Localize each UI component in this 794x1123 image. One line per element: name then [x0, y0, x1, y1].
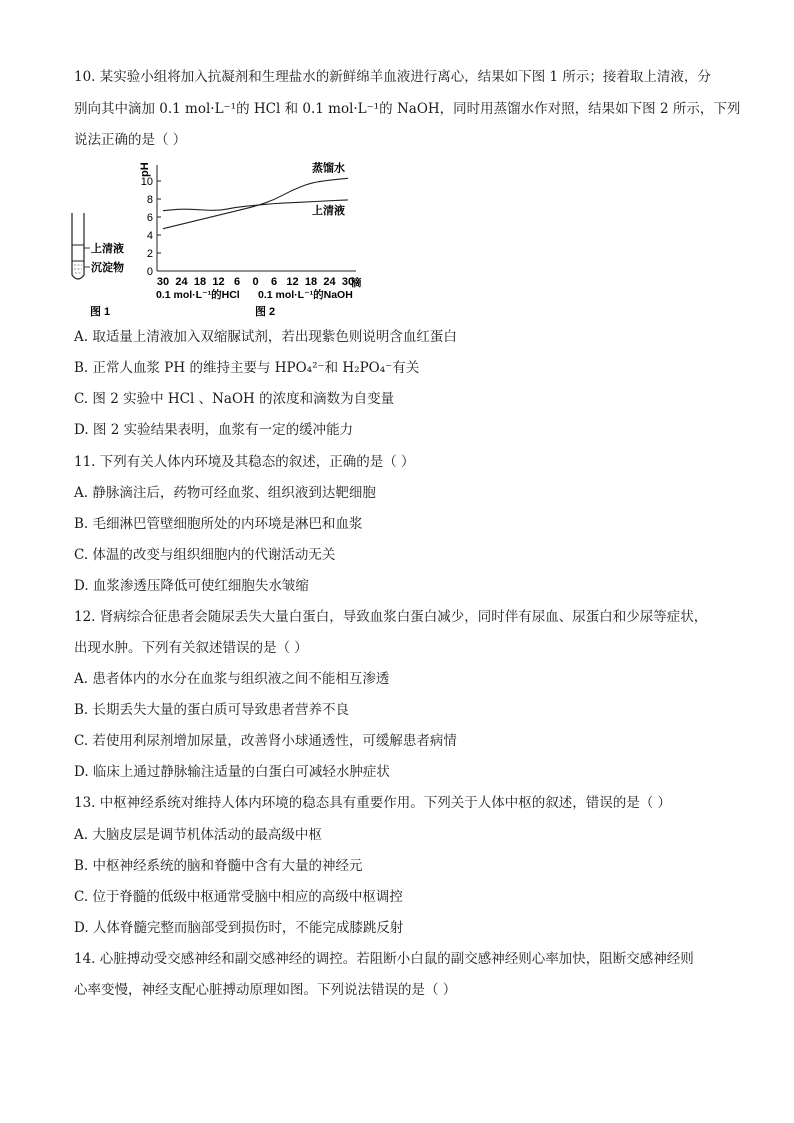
y-tick-label: 8	[146, 194, 153, 206]
x-tick-label: 12	[286, 276, 299, 288]
q14-stem-line1: 14. 心脏搏动受交感神经和副交感神经的调控。若阻断小白鼠的副交感神经则心率加快，阻断交感神经则	[74, 951, 694, 967]
x-axis-label-naoh: 0.1 mol·L⁻¹的NaOH	[258, 289, 353, 301]
ph-chart	[139, 160, 362, 318]
series-label: 蒸馏水	[312, 162, 345, 175]
q11-option-c: C. 体温的改变与组织细胞内的代谢活动无关	[74, 547, 336, 563]
q13-option-a: A. 大脑皮层是调节机体活动的最高级中枢	[74, 827, 322, 843]
y-tick-label: 4	[146, 230, 153, 242]
q12-stem-line2: 出现水肿。下列有关叙述错误的是（ ）	[74, 640, 308, 656]
q12-option-d: D. 临床上通过静脉输注适量的白蛋白可减轻水肿症状	[74, 764, 390, 780]
x-tick-label: 30	[156, 276, 170, 288]
q10-stem-line2: 别向其中滴加 0.1 mol·L⁻¹的 HCl 和 0.1 mol·L⁻¹的 NaOH，同时用蒸馏水作对照，结果如下图 2 所示，下列	[74, 101, 741, 117]
q10-stem-line1: 10. 某实验小组将加入抗凝剂和生理盐水的新鲜绵羊血液进行离心，结果如下图 1 所示；接着取上清液，分	[74, 69, 711, 85]
q12-option-b: B. 长期丢失大量的蛋白质可导致患者营养不良	[74, 702, 350, 718]
x-tick-label: 24	[175, 276, 188, 288]
x-tick-label: 18	[193, 276, 207, 288]
test-tube-diagram	[72, 213, 124, 318]
q14-stem-line2: 心率变慢，神经支配心脏搏动原理如图。下列说法错误的是（ ）	[74, 982, 457, 998]
x-tick-label: 24	[323, 276, 336, 288]
q10-stem-line3: 说法正确的是（ ）	[74, 132, 187, 148]
q13-option-c: C. 位于脊髓的低级中枢通常受脑中相应的高级中枢调控	[74, 889, 403, 905]
q10-option-a: A. 取适量上清液加入双缩脲试剂，若出现紫色则说明含血红蛋白	[74, 329, 457, 345]
y-tick-label: 0	[146, 266, 153, 278]
q10-option-d: D. 图 2 实验结果表明，血浆有一定的缓冲能力	[74, 422, 354, 438]
series-line-distilled-water	[163, 178, 348, 228]
x-tick-label: 18	[304, 276, 318, 288]
q11-option-d: D. 血浆渗透压降低可使红细胞失水皱缩	[74, 578, 309, 594]
q13-stem: 13. 中枢神经系统对维持人体内环境的稳态具有重要作用。下列关于人体中枢的叙述，错误的是（ ）	[74, 795, 672, 811]
y-tick-label: 2	[146, 248, 153, 260]
q11-option-a: A. 静脉滴注后，药物可经血浆、组织液到达靶细胞	[74, 485, 376, 501]
q11-stem: 11. 下列有关人体内环境及其稳态的叙述，正确的是（ ）	[74, 454, 415, 470]
fig2-caption: 图 2	[255, 306, 276, 318]
y-tick-label: 10	[140, 176, 153, 188]
q12-option-c: C. 若使用利尿剂增加尿量，改善肾小球通透性，可缓解患者病情	[74, 733, 457, 749]
x-tick-label: 30	[341, 276, 355, 288]
fig1-caption: 图 1	[90, 306, 111, 318]
y-axis-label: pH	[139, 162, 151, 177]
q10-option-c: C. 图 2 实验中 HCl 、NaOH 的浓度和滴数为自变量	[74, 391, 395, 407]
x-tick-label: 12	[212, 276, 225, 288]
x-axis-unit: 滴	[351, 277, 362, 289]
q13-option-b: B. 中枢神经系统的脑和脊髓中含有大量的神经元	[74, 858, 363, 874]
q12-stem-line1: 12. 肾病综合征患者会随尿丢失大量白蛋白，导致血浆白蛋白减少，同时伴有尿血、尿蛋白和少尿等症状，	[74, 609, 708, 625]
x-tick-label: 6	[233, 276, 241, 288]
q11-option-b: B. 毛细淋巴管壁细胞所处的内环境是淋巴和血浆	[74, 516, 363, 532]
q12-option-a: A. 患者体内的水分在血浆与组织液之间不能相互渗透	[74, 671, 390, 687]
q10-option-b: B. 正常人血浆 PH 的维持主要与 HPO₄²⁻和 H₂PO₄⁻有关	[74, 360, 420, 376]
x-tick-label: 0	[252, 276, 259, 288]
supernatant-label: 上清液	[91, 243, 124, 255]
q10-figure	[60, 155, 380, 320]
q13-option-d: D. 人体脊髓完整而脑部受到损伤时，不能完成膝跳反射	[74, 920, 404, 936]
x-tick-label: 6	[270, 276, 278, 288]
series-label: 上清液	[312, 204, 345, 217]
y-tick-label: 6	[146, 212, 153, 224]
precipitate-label: 沉淀物	[91, 262, 124, 274]
x-axis-label-hcl: 0.1 mol·L⁻¹的HCl	[156, 289, 240, 301]
